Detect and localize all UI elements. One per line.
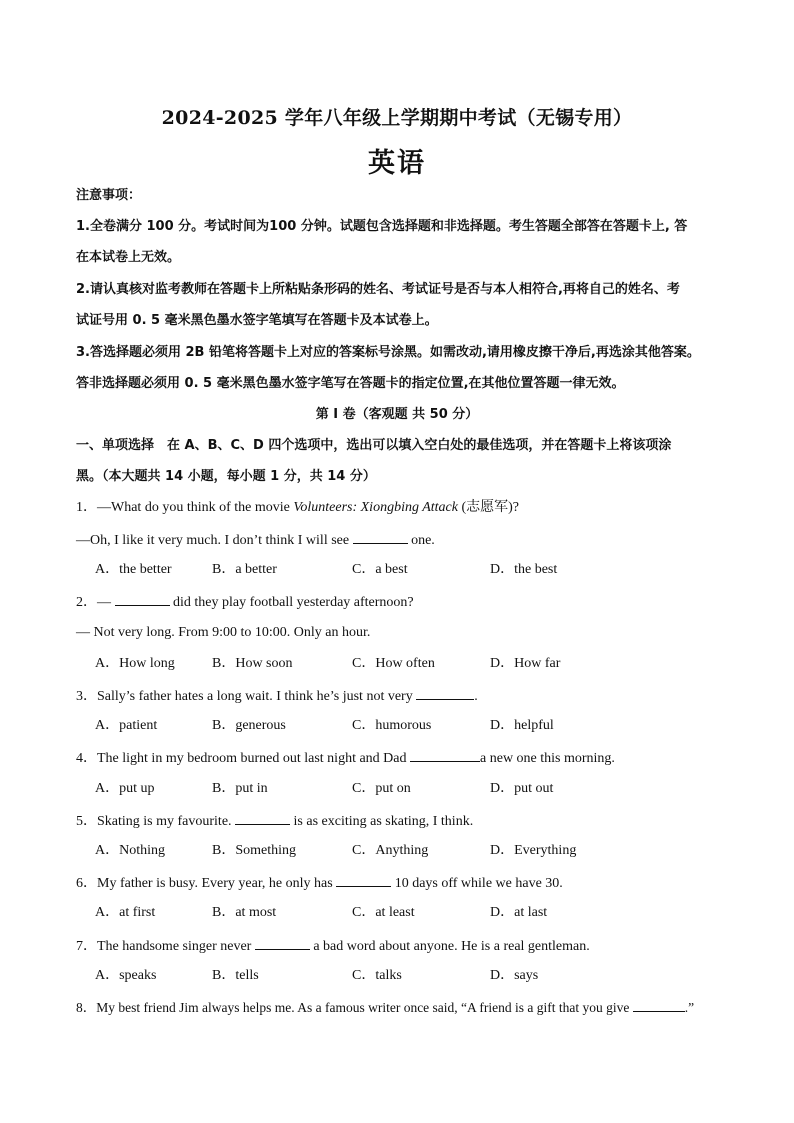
notice-p3-line2: 答非选择题必须用 0. 5 毫米黑色墨水签字笔写在答题卡的指定位置,在其他位置答题一律无效。 [76,376,625,391]
question-2-option-c: C．How often [352,656,435,671]
question-2-stem-post: did they play football yesterday afternoon? [169,595,414,610]
question-7-option-a: A．speaks [95,968,157,983]
question-2-stem-pre: 2．— [76,595,115,610]
answer-blank [353,530,408,544]
question-4-option-d: D．put out [490,781,554,796]
question-3-option-c: C．humorous [352,718,432,733]
question-2-option-d: D．How far [490,656,561,671]
question-6-option-d: D．at last [490,905,548,920]
notice-p2-line2: 试证号用 0. 5 毫米黑色墨水签字笔填写在答题卡及本试卷上。 [76,313,438,328]
question-1-option-c: C．a best [352,562,408,577]
answer-blank [416,686,474,700]
question-3-stem-post: . [474,689,478,704]
notice-p1-line1: 1.全卷满分 100 分。考试时间为100 分钟。试题包含选择题和非选择题。考生答题全部答在答题卡上, 答 [76,219,688,234]
question-5-stem-pre: 5．Skating is my favourite. [76,814,236,829]
question-6-option-b: B．at most [212,905,277,920]
question-7-option-d: D．says [490,968,539,983]
question-2-option-b: B．How soon [212,656,293,671]
question-6-stem-pre: 6．My father is busy. Every year, he only has [76,876,337,891]
question-2-line2: — Not very long. From 9:00 to 10:00. Only an hour. [76,625,371,640]
question-6-stem [76,873,563,893]
answer-blank [336,873,391,887]
question-5-stem-post: is as exciting as skating, I think. [290,814,474,829]
question-3-option-d: D．helpful [490,718,554,733]
subject-title: 英语 [368,148,426,179]
question-4-stem [76,748,615,768]
question-3-stem-pre: 3．Sally’s father hates a long wait. I think he’s just not very [76,689,417,704]
question-1-line2-post: one. [407,533,435,548]
question-2-option-a: A．How long [95,656,175,671]
question-1-stem-post: (志愿军)? [457,500,520,515]
question-6-stem-post: 10 days off while we have 30. [391,876,563,891]
question-3-option-a: A．patient [95,718,158,733]
answer-blank [410,748,480,762]
question-1-stem [76,499,519,517]
question-3-stem [76,686,478,706]
question-5-option-b: B．Something [212,843,297,858]
question-4-stem-pre: 4．The light in my bedroom burned out last night and Dad [76,751,411,766]
question-8-stem-pre: 8．My best friend Jim always helps me. As a famous writer once said, “A friend is a gift that you give [76,1000,633,1015]
answer-blank [633,998,685,1012]
question-1-stem-pre: 1．—What do you think of the movie [76,500,294,515]
question-1-line2-pre: —Oh, I like it very much. I don’t think I will see [76,533,353,548]
notice-heading: 注意事项： [76,188,142,203]
notice-p2-line1: 2.请认真核对监考教师在答题卡上所粘贴条形码的姓名、考试证号是否与本人相符合,再将自己的姓名、考 [76,282,680,297]
part-title: 第 I 卷（客观题 共 50 分） [315,407,479,422]
notice-p3-line1: 3.答选择题必须用 2B 铅笔将答题卡上对应的答案标号涂黑。如需改动,请用橡皮擦干净后,再选涂其他答案。 [76,345,700,360]
question-5-option-a: A．Nothing [95,843,165,858]
question-7-stem-post: a bad word about anyone. He is a real gentleman. [309,939,590,954]
answer-blank [255,936,310,950]
answer-blank [115,592,170,606]
question-1-movie-title: Volunteers: Xiongbing Attack [293,500,458,515]
section-heading-line1: 一、单项选择 在 A、B、C、D 四个选项中，选出可以填入空白处的最佳选项，并在答题卡上将该项涂 [76,438,672,453]
question-8-stem [76,998,694,1017]
question-4-option-c: C．put on [352,781,411,796]
question-1-line2 [76,530,435,550]
question-4-option-a: A．put up [95,781,155,796]
question-6-option-c: C．at least [352,905,415,920]
question-1-option-a: A．the better [95,562,172,577]
question-7-option-b: B．tells [212,968,259,983]
question-7-option-c: C．talks [352,968,402,983]
notice-p1-line2: 在本试卷上无效。 [76,250,181,265]
question-1-option-b: B．a better [212,562,277,577]
question-1-option-d: D．the best [490,562,558,577]
answer-blank [235,811,290,825]
exam-title: 2024-2025 学年八年级上学期期中考试（无锡专用） [161,107,633,129]
question-5-option-d: D．Everything [490,843,577,858]
question-8-stem-post: .” [684,1000,695,1015]
question-4-option-b: B．put in [212,781,268,796]
question-3-option-b: B．generous [212,718,286,733]
question-4-stem-post: a new one this morning. [480,751,615,766]
question-2-stem [76,592,414,612]
question-7-stem [76,936,590,956]
question-6-option-a: A．at first [95,905,156,920]
question-7-stem-pre: 7．The handsome singer never [76,939,255,954]
question-5-option-c: C．Anything [352,843,429,858]
section-heading-line2: 黑。（本大题共 14 小题，每小题 1 分，共 14 分） [76,469,376,484]
question-5-stem [76,811,473,831]
